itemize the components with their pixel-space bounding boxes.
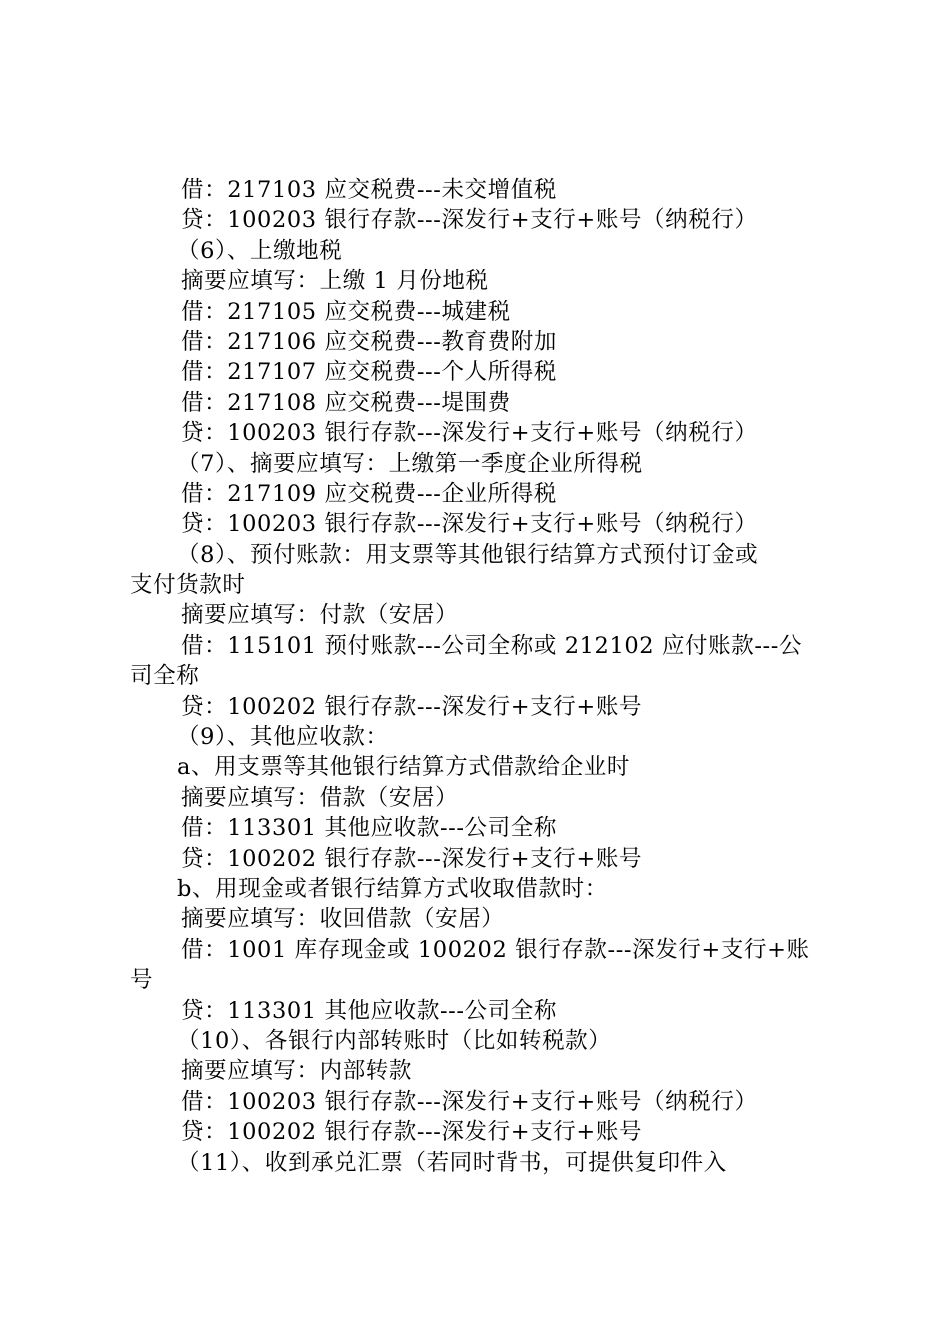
text-line: 借：217106 应交税费---教育费附加: [181, 328, 557, 355]
text-line: a、用支票等其他银行结算方式借款给企业时: [177, 754, 630, 781]
text-line: 司全称: [130, 663, 200, 690]
text-line: 贷：100202 银行存款---深发行+支行+账号: [181, 845, 643, 872]
text-line: 借：1001 库存现金或 100202 银行存款---深发行+支行+账: [181, 936, 810, 963]
text-line: （10）、各银行内部转账时（比如转税款）: [177, 1027, 612, 1054]
text-line: 贷：100202 银行存款---深发行+支行+账号: [181, 693, 643, 720]
text-line: （9）、其他应收款：: [177, 724, 389, 751]
text-line: 借：100203 银行存款---深发行+支行+账号（纳税行）: [181, 1088, 758, 1115]
text-line: 贷：100202 银行存款---深发行+支行+账号: [181, 1119, 643, 1146]
text-line: 借：217109 应交税费---企业所得税: [181, 480, 557, 507]
text-line: 支付货款时: [130, 572, 246, 599]
text-line: 借：217105 应交税费---城建税: [181, 298, 511, 325]
text-line: 摘要应填写：付款（安居）: [181, 602, 459, 629]
text-line: （8）、预付账款：用支票等其他银行结算方式预付订金或: [177, 541, 759, 568]
text-line: 贷：100203 银行存款---深发行+支行+账号（纳税行）: [181, 207, 758, 234]
text-line: （11）、收到承兑汇票（若同时背书，可提供复印件入: [177, 1149, 727, 1176]
text-line: 号: [130, 967, 154, 994]
text-line: 借：217108 应交税费---堤围费: [181, 389, 511, 416]
text-line: （7）、摘要应填写：上缴第一季度企业所得税: [177, 450, 643, 477]
text-line: 摘要应填写：收回借款（安居）: [181, 906, 505, 933]
text-line: 借：113301 其他应收款---公司全称: [181, 815, 557, 842]
text-line: 摘要应填写：上缴 1 月份地税: [181, 268, 489, 295]
text-line: 贷：100203 银行存款---深发行+支行+账号（纳税行）: [181, 420, 758, 447]
text-line: 借：217103 应交税费---未交增值税: [181, 177, 557, 203]
text-line: 摘要应填写：内部转款: [181, 1058, 413, 1085]
text-line: 借：115101 预付账款---公司全称或 212102 应付账款---公: [181, 632, 803, 659]
text-line: b、用现金或者银行结算方式收取借款时：: [177, 875, 608, 902]
document-body: [130, 175, 835, 1178]
text-line: 摘要应填写：借款（安居）: [181, 784, 459, 811]
text-line: 贷：100203 银行存款---深发行+支行+账号（纳税行）: [181, 511, 758, 538]
text-line: （6）、上缴地税: [177, 237, 343, 264]
text-line: 贷：113301 其他应收款---公司全称: [181, 997, 557, 1024]
text-line: 借：217107 应交税费---个人所得税: [181, 359, 557, 386]
